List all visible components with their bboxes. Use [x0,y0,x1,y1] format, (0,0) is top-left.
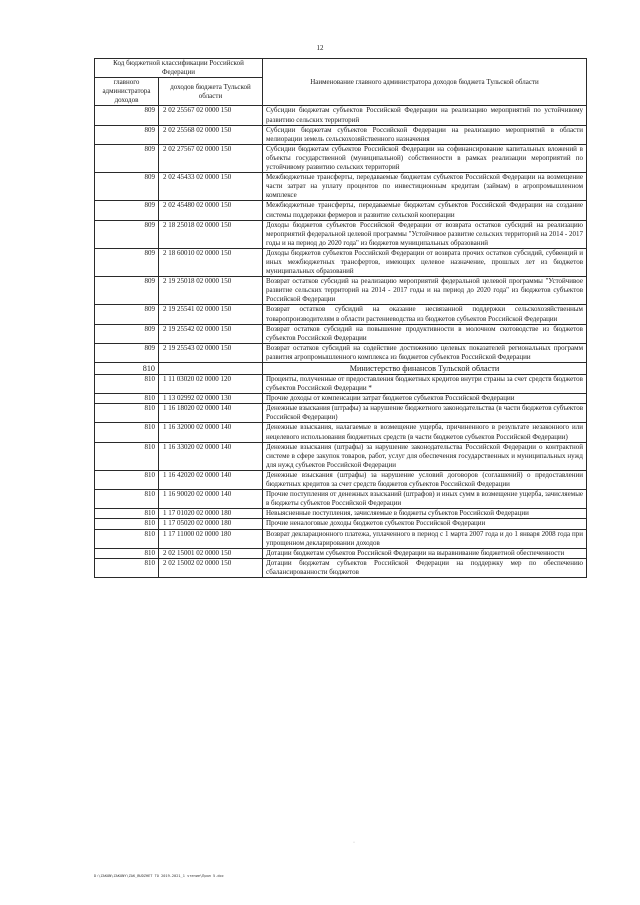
revenue-code-cell: 2 19 25542 02 0000 150 [159,324,263,343]
table-row [95,248,587,276]
revenue-code-cell: 2 19 25018 02 0000 150 [159,277,263,305]
table-row [95,220,587,248]
table-row [95,125,587,144]
admin-code-cell: 809 [95,248,159,276]
revenue-name-cell: Возврат остатков субсидий на содействие достижению целевых показателей региональных программ развития агропромышленного комплекса из бюджетов субъектов Российской Федерации [263,343,587,362]
admin-code-cell: 810 [95,558,159,577]
revenue-name-cell: Субсидии бюджетам субъектов Российской Федерации на реализацию мероприятий по устойчивому развитию сельских территорий [263,106,587,125]
table-row [95,277,587,305]
revenue-name-cell: Субсидии бюджетам субъектов Российской Федерации на софинансирование капитальных вложений в объекты государственной (муниципальной) собственности в рамках реализации мероприятий по устойчивому развитию сельских территорий [263,144,587,172]
revenue-name-cell: Межбюджетные трансферты, передаваемые бюджетам субъектов Российской Федерации на возмещение части затрат на уплату процентов по инвестиционным кредитам (займам) в агропромышленном комплексе [263,173,587,201]
admin-code-cell: 809 [95,220,159,248]
revenue-name-cell: Субсидии бюджетам субъектов Российской Федерации на реализацию мероприятий в области мелиорации земель сельскохозяйственного назначения [263,125,587,144]
revenue-header: доходов бюджета Тульской области [159,78,263,106]
revenue-code-cell: 2 02 25567 02 0000 150 [159,106,263,125]
revenue-code-cell: 2 02 15001 02 0000 150 [159,548,263,558]
admin-code-cell: 809 [95,201,159,220]
revenue-code-cell: 2 02 15002 02 0000 150 [159,558,263,577]
revenue-name-cell: Министерство финансов Тульской области [263,363,587,375]
admin-code-cell: 809 [95,125,159,144]
admin-code-cell: 809 [95,343,159,362]
revenue-name-cell: Денежные взыскания (штрафы) за нарушение бюджетного законодательства (в части бюджетов субъектов Российской Федерации) [263,404,587,423]
revenue-code-cell: 2 02 25568 02 0000 150 [159,125,263,144]
table-row [95,558,587,577]
table-row [95,106,587,125]
revenue-name-cell: Возврат остатков субсидий на реализацию мероприятий федеральной целевой программы "Устойчивое развитие сельских территорий на 2014 - 2017 годы и на период до 2020 года" из бюджетов субъектов Российской Федерации [263,277,587,305]
admin-code-cell: 809 [95,277,159,305]
revenue-code-cell: 2 02 27567 02 0000 150 [159,144,263,172]
admin-code-cell: 810 [95,375,159,394]
table-row [95,529,587,548]
admin-code-cell: 810 [95,548,159,558]
revenue-code-cell: 1 16 32000 02 0000 140 [159,423,263,442]
revenue-name-cell: Денежные взыскания (штрафы) за нарушение законодательства Российской Федерации о контрактной системе в сфере закупок товаров, работ, услуг для обеспечения государственных и муниципальных нужд для нужд субъектов Российской Федерации [263,442,587,470]
table-row [95,305,587,324]
revenue-code-cell: 2 19 25543 02 0000 150 [159,343,263,362]
table-row [95,470,587,489]
revenue-code-cell: 1 16 90020 02 0000 140 [159,490,263,509]
admin-code-cell: 810 [95,442,159,470]
table-row [95,490,587,509]
admin-code-cell: 810 [95,423,159,442]
revenue-code-cell: 2 02 45480 02 0000 150 [159,201,263,220]
revenue-name-cell: Прочие доходы от компенсации затрат бюджетов субъектов Российской Федерации [263,394,587,404]
admin-code-cell: 809 [95,324,159,343]
table-row [95,375,587,394]
scan-mark: · [353,840,355,846]
revenue-code-cell: 1 17 05020 02 0000 180 [159,519,263,529]
table-row [95,404,587,423]
revenue-name-cell: Прочие неналоговые доходы бюджетов субъектов Российской Федерации [263,519,587,529]
table-header-row [95,59,587,78]
revenue-name-cell: Дотации бюджетам субъектов Российской Федерации на поддержку мер по обеспечению сбалансированности бюджетов [263,558,587,577]
table-row [95,548,587,558]
revenue-code-cell: 1 17 11000 02 0000 180 [159,529,263,548]
revenue-code-cell: 1 16 42020 02 0000 140 [159,470,263,489]
table-row [95,423,587,442]
admin-code-cell: 809 [95,144,159,172]
admin-code-cell: 809 [95,305,159,324]
name-header: Наименование главного администратора доходов бюджета Тульской области [263,59,587,106]
revenue-code-cell: 2 02 45433 02 0000 150 [159,173,263,201]
admin-code-cell: 809 [95,106,159,125]
admin-code-cell: 810 [95,363,159,375]
revenue-name-cell: Межбюджетные трансферты, передаваемые бюджетам субъектов Российской Федерации на создание системы поддержки фермеров и развитие сельской кооперации [263,201,587,220]
table-row [95,144,587,172]
table-row [95,394,587,404]
revenue-code-cell: 1 16 18020 02 0000 140 [159,404,263,423]
table-row [95,173,587,201]
revenue-name-cell: Доходы бюджетов субъектов Российской Федерации от возврата прочих остатков субсидий, субвенций и иных межбюджетных трансфертов, имеющих целевое назначение, прошлых лет из бюджетов муниципальных образований [263,248,587,276]
revenue-name-cell: Проценты, полученные от предоставления бюджетных кредитов внутри страны за счет средств бюджетов субъектов Российской Федерации * [263,375,587,394]
admin-code-cell: 810 [95,404,159,423]
revenue-name-cell: Прочие поступления от денежных взысканий (штрафов) и иных сумм в возмещение ущерба, зачисляемые в бюджеты субъектов Российской Федерации [263,490,587,509]
table-body [95,106,587,578]
revenue-code-cell: 2 18 60010 02 0000 150 [159,248,263,276]
budget-classification-table [94,58,587,578]
administrator-header: главного администратора доходов [95,78,159,106]
revenue-name-cell: Невыясненные поступления, зачисляемые в бюджеты субъектов Российской Федерации [263,509,587,519]
admin-code-cell: 810 [95,490,159,509]
revenue-name-cell: Денежные взыскания (штрафы) за нарушение условий договоров (соглашений) о предоставлении бюджетных кредитов за счет средств бюджетов субъектов Российской Федерации [263,470,587,489]
table-row [95,324,587,343]
table-row [95,201,587,220]
revenue-code-cell: 2 19 25541 02 0000 150 [159,305,263,324]
revenue-name-cell: Возврат остатков субсидий на оказание несвязанной поддержки сельскохозяйственным товаропроизводителям в области растениеводства из бюджетов субъектов Российской Федерации [263,305,587,324]
revenue-code-cell: 1 16 33020 02 0000 140 [159,442,263,470]
revenue-code-cell: 1 13 02992 02 0000 130 [159,394,263,404]
admin-code-cell: 810 [95,529,159,548]
ministry-row [95,363,587,375]
revenue-code-cell [159,363,263,375]
revenue-name-cell: Доходы бюджетов субъектов Российской Федерации от возврата остатков субсидий на реализацию мероприятий федеральной целевой программы "Устойчивое развитие сельских территорий на 2014 - 2017 годы и на период до 2020 года" из бюджетов муниципальных образований [263,220,587,248]
admin-code-cell: 810 [95,394,159,404]
admin-code-cell: 809 [95,173,159,201]
table-row [95,442,587,470]
revenue-name-cell: Дотации бюджетам субъектов Российской Федерации на выравнивание бюджетной обеспеченности [263,548,587,558]
table-row [95,509,587,519]
classification-header: Код бюджетной классификации Российской Федерации [95,59,263,78]
revenue-code-cell: 1 17 01020 02 0000 180 [159,509,263,519]
table-row [95,343,587,362]
admin-code-cell: 810 [95,519,159,529]
revenue-code-cell: 2 18 25018 02 0000 150 [159,220,263,248]
page-number: 12 [316,44,324,52]
admin-code-cell: 810 [95,509,159,519]
revenue-name-cell: Возврат остатков субсидий на повышение продуктивности в молочном скотоводстве из бюджетов субъектов Российской Федерации [263,324,587,343]
footer-file-path: D:\ZAKON\ZAKONY\ZAK_BUDZHET TO 2019-2021_1 чтение\Прил 5.doc [94,874,224,878]
revenue-name-cell: Денежные взыскания, налагаемые в возмещение ущерба, причиненного в результате незаконного или нецелевого использования бюджетных средств (в части бюджетов субъектов Российской Федерации) [263,423,587,442]
revenue-code-cell: 1 11 03020 02 0000 120 [159,375,263,394]
table-row [95,519,587,529]
revenue-name-cell: Возврат декларационного платежа, уплаченного в период с 1 марта 2007 года и до 1 января 2008 года при упрощенном декларировании доходов [263,529,587,548]
admin-code-cell: 810 [95,470,159,489]
